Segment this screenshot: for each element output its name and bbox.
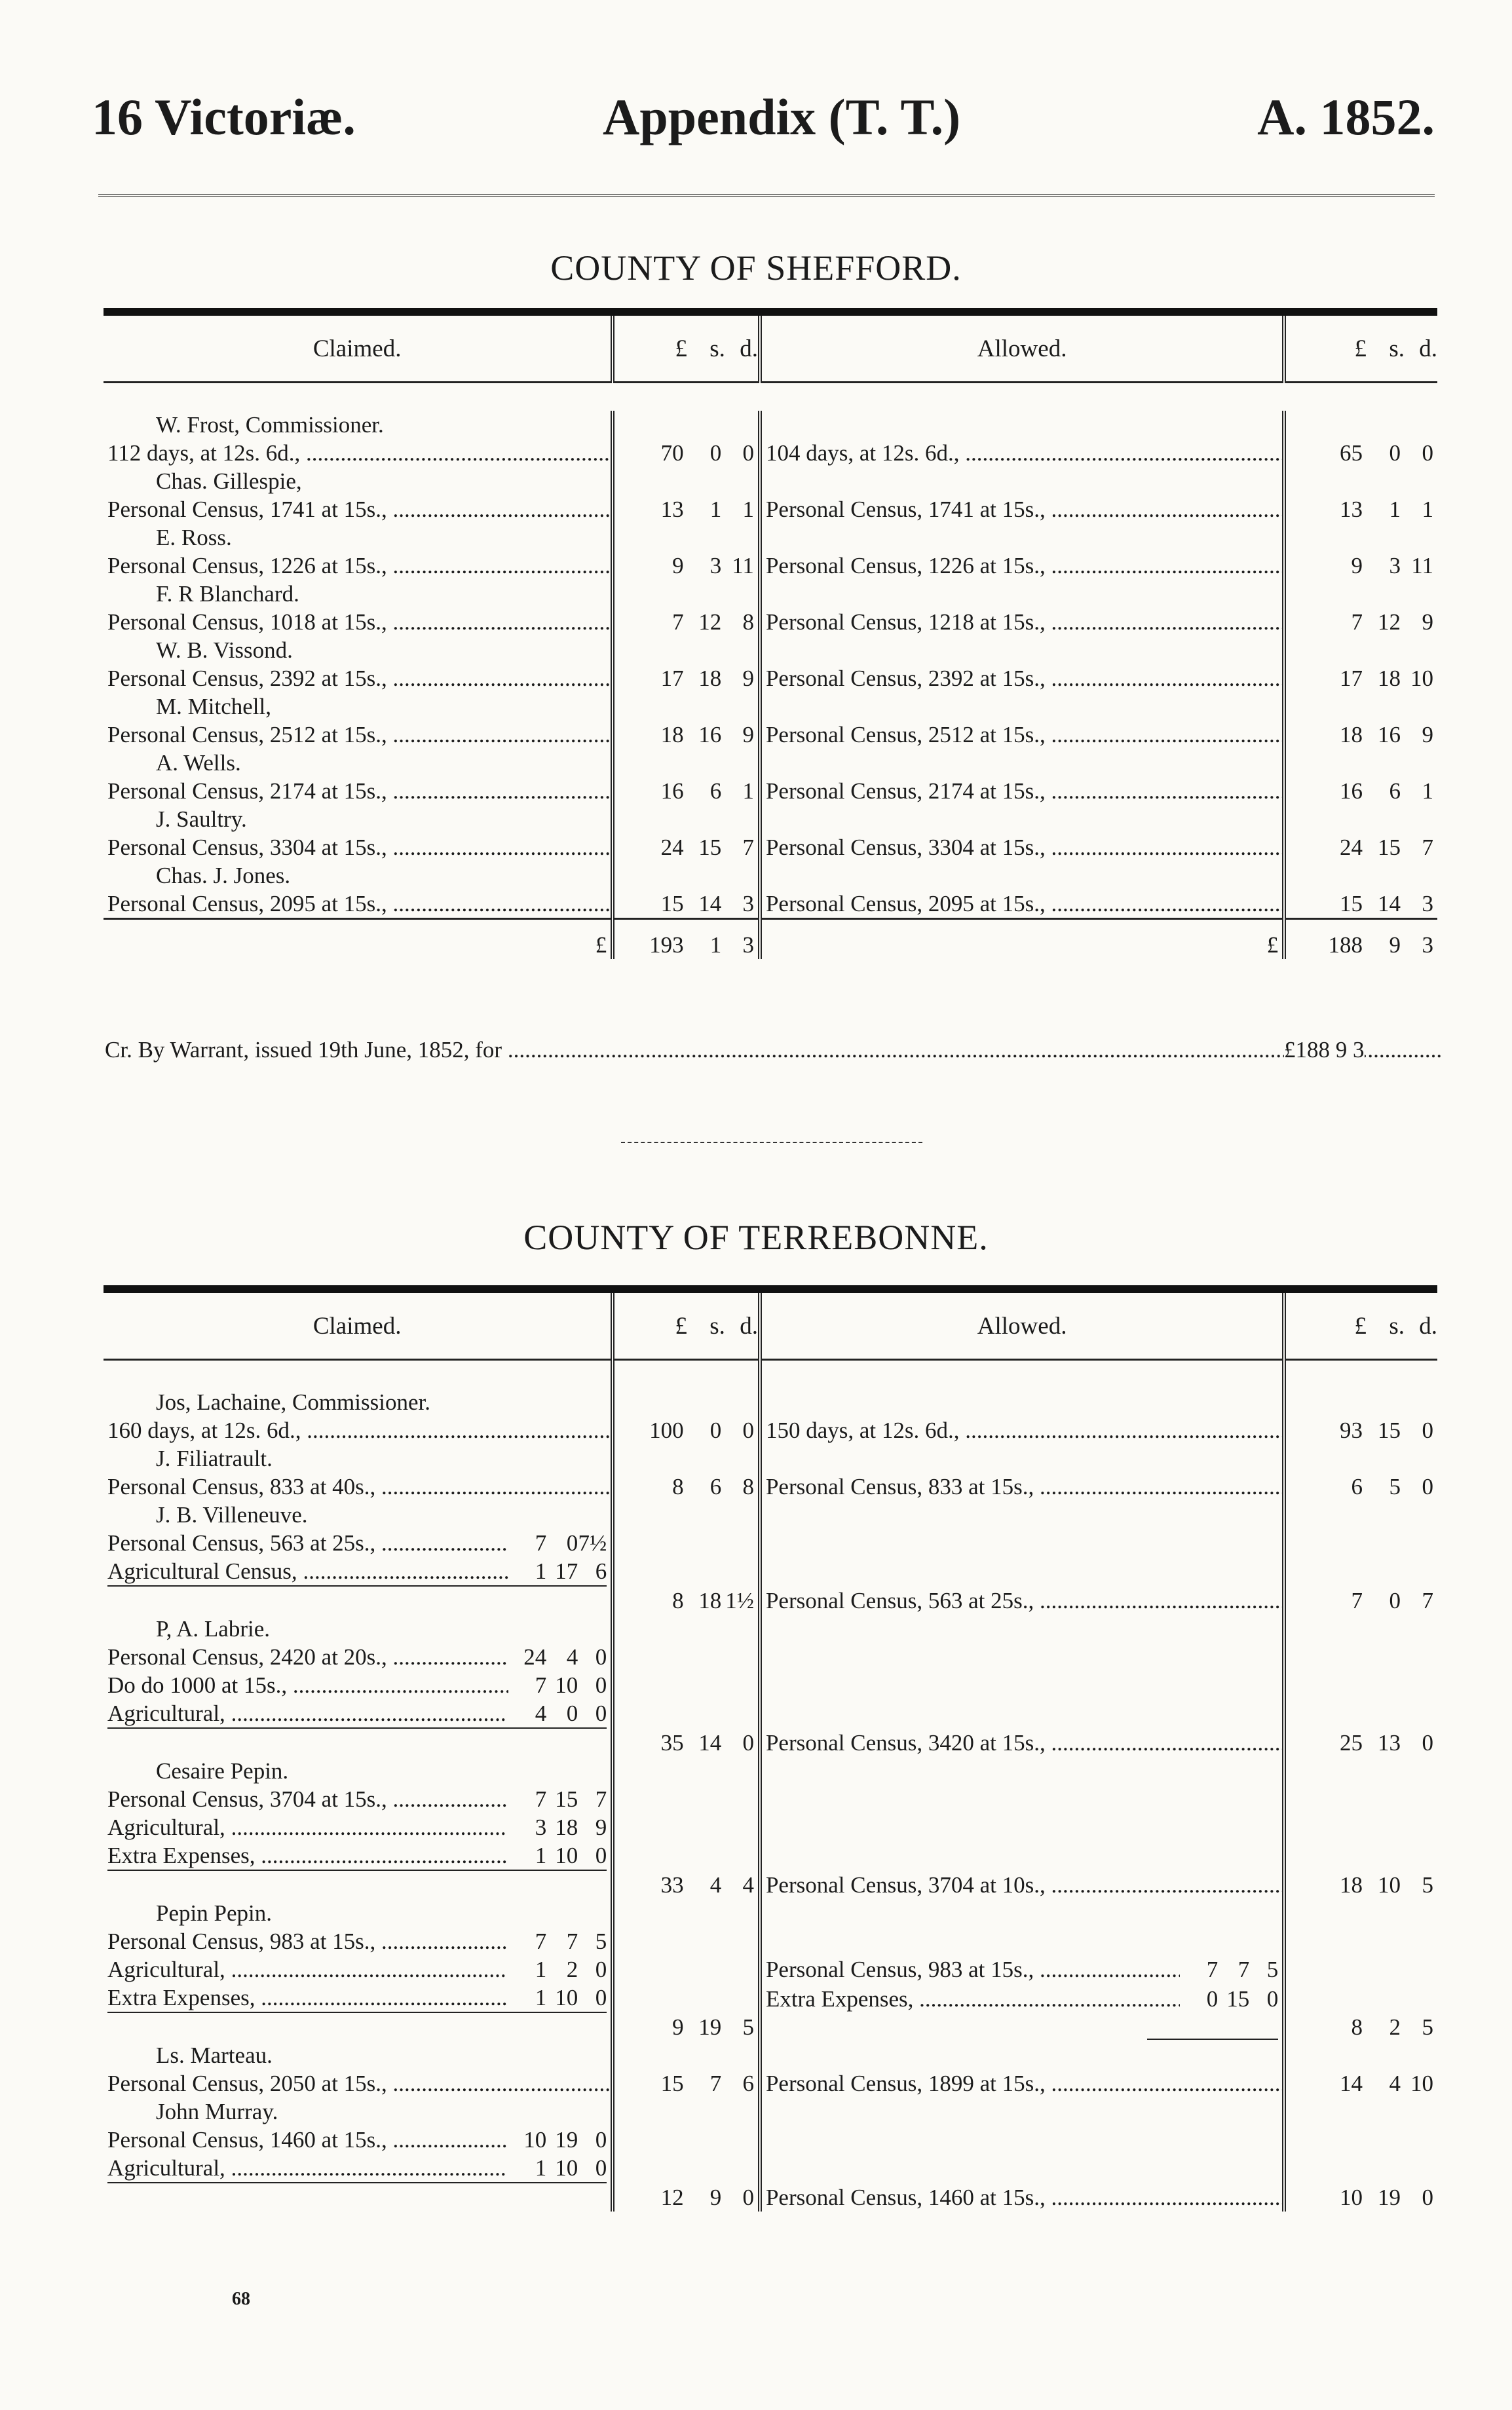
sub-item-label: Agricultural, ..... (107, 1699, 508, 1727)
allow-description (760, 2013, 1284, 2041)
sub-item-label: Personal Census, 3704 at 15s., ..... (107, 1785, 508, 1813)
allow-description: Personal Census, 1741 at 15s., ..... (760, 495, 1284, 523)
sub-item-amount: 7 15 7 (535, 1786, 607, 1812)
allow-description: Personal Census, 833 at 15s., ..... (760, 1473, 1284, 1501)
allowed-header: Allowed. (760, 312, 1284, 383)
sub-item-label: Agricultural, ..... (107, 2154, 508, 2182)
allow-description: Personal Census, 2095 at 15s., ..... (760, 890, 1284, 919)
claim-amount: 15 14 3 (613, 890, 760, 919)
allow-amount: 65 0 0 (1340, 440, 1433, 466)
page-number: 68 (232, 2289, 250, 2309)
allowed-header: Allowed. (760, 1289, 1284, 1360)
claim-amount: 18 16 9 (613, 721, 760, 749)
sub-item-label: Personal Census, 983 at 15s., ..... (107, 1927, 508, 1955)
claim-description: Personal Census, 1226 at 15s., ..... (104, 552, 613, 580)
allow-amount: 7 0 7 (1351, 1588, 1433, 1613)
warrant-text: Cr. By Warrant, issued 19th June, 1852, for (105, 1037, 502, 1063)
allow-amount: 14 4 10 (1340, 2071, 1433, 2096)
allow-amount: 15 14 3 (1340, 891, 1433, 916)
sub-item-amount: 7 7 5 (1206, 1957, 1279, 1982)
claimant-name: Chas. Gillespie, (104, 467, 613, 495)
claim-description: Personal Census, 3304 at 15s., ..... (104, 833, 613, 861)
allow-description: Personal Census, 1460 at 15s., ..... (760, 2183, 1284, 2212)
header-right: A. 1852. (1257, 88, 1435, 145)
allow-description: Personal Census, 2512 at 15s., ..... (760, 721, 1284, 749)
allow-description: Personal Census, 3420 at 15s., ..... (760, 1729, 1284, 1757)
sub-item-label: Personal Census, 2420 at 20s., ..... (107, 1643, 508, 1671)
sub-item-amount: 3 18 9 (535, 1815, 607, 1840)
sub-item-amount: 1 17 6 (535, 1558, 607, 1584)
claimant-name: J. Filiatrault. (104, 1444, 613, 1473)
sub-item-amount: 1 10 0 (535, 2155, 607, 2181)
header-rule (98, 194, 1435, 197)
table-row (104, 1587, 1437, 1615)
allow-amount: 13 1 1 (1340, 497, 1433, 522)
table-row (104, 1473, 1437, 1501)
table-row (104, 2013, 1437, 2041)
claimant-name: Cesaire Pepin. (104, 1757, 613, 1785)
allow-description: Personal Census, 2174 at 15s., ..... (760, 777, 1284, 805)
terrebonne-table (104, 1285, 1437, 2212)
table-row (104, 664, 1437, 692)
claimant-name: W. Frost, Commissioner. (104, 411, 613, 439)
claim-amount: 70 0 0 (613, 439, 760, 467)
sub-item-label: Extra Expenses, ..... (107, 1841, 508, 1870)
claimant-name: Ls. Marteau. (104, 2041, 613, 2069)
sub-item-row (104, 1927, 1437, 1955)
table-row (104, 552, 1437, 580)
sub-item-label: Extra Expenses, ..... (766, 1985, 1180, 2013)
sub-item-row (104, 1813, 1437, 1841)
sub-item-row (104, 1984, 1437, 2013)
header-left: 16 Victoriæ. (92, 88, 356, 145)
sub-item-amount: 10 19 0 (523, 2127, 607, 2153)
claim-description (104, 2183, 613, 2212)
claim-amount: 9 19 5 (613, 2013, 760, 2041)
table-row (104, 1729, 1437, 1757)
allow-amount: 93 15 0 (1340, 1418, 1433, 1443)
claimant-name: M. Mitchell, (104, 692, 613, 721)
claim-description: Personal Census, 2392 at 15s., ..... (104, 664, 613, 692)
table-row (104, 2183, 1437, 2212)
claim-amount: 7 12 8 (613, 608, 760, 636)
claim-description (104, 1587, 613, 1615)
claim-amount: 35 14 0 (613, 1729, 760, 1757)
claim-description (104, 1729, 613, 1757)
claim-description: 112 days, at 12s. 6d., ..... (104, 439, 613, 467)
claim-amount: 13 1 1 (613, 495, 760, 523)
table-row (104, 2069, 1437, 2098)
sub-item-label: Agricultural, ..... (107, 1813, 508, 1841)
section-divider (621, 1142, 922, 1143)
table-row (104, 495, 1437, 523)
allow-description: Personal Census, 3304 at 15s., ..... (760, 833, 1284, 861)
allow-amount: 18 16 9 (1340, 722, 1433, 747)
table-row (104, 890, 1437, 919)
header-center: Appendix (T. T.) (603, 88, 961, 145)
sub-item-amount: 7 10 0 (535, 1672, 607, 1698)
sub-item-label: Agricultural, ..... (107, 1955, 508, 1984)
claimant-name: Pepin Pepin. (104, 1899, 613, 1927)
sub-item-row (104, 2154, 1437, 2183)
allow-description: Personal Census, 1226 at 15s., ..... (760, 552, 1284, 580)
allowed-money-header: £ s. d. (1284, 1289, 1437, 1360)
claim-description: 160 days, at 12s. 6d., ..... (104, 1416, 613, 1444)
sub-item-row (104, 1841, 1437, 1871)
claimant-name: A. Wells. (104, 749, 613, 777)
sub-item-row (104, 1955, 1437, 1984)
spacer (104, 383, 1437, 411)
sub-item-amount: 1 2 0 (535, 1957, 607, 1982)
allow-total: 188 9 3 (1284, 919, 1437, 960)
sub-item-amount: 1 10 0 (535, 1843, 607, 1868)
allow-amount: 7 12 9 (1351, 609, 1433, 635)
sub-item-label: Personal Census, 563 at 25s., ..... (107, 1529, 508, 1557)
sub-item-amount: 4 0 0 (535, 1701, 607, 1726)
claim-amount: 15 7 6 (613, 2069, 760, 2098)
allow-description: 104 days, at 12s. 6d., ..... (760, 439, 1284, 467)
sub-item-amount: 7 0 7½ (535, 1530, 607, 1556)
claim-total-sign: £ (104, 919, 613, 960)
total-row (104, 919, 1437, 960)
allowed-money-header: £ s. d. (1284, 312, 1437, 383)
allow-amount: 8 2 5 (1351, 2014, 1433, 2040)
sub-item-label: Personal Census, 983 at 15s., ..... (766, 1955, 1180, 1984)
claim-description: Personal Census, 2174 at 15s., ..... (104, 777, 613, 805)
claim-amount: 100 0 0 (613, 1416, 760, 1444)
allow-amount: 24 15 7 (1340, 835, 1433, 860)
allow-description: Personal Census, 3704 at 10s., ..... (760, 1871, 1284, 1899)
shefford-table (104, 308, 1437, 959)
allow-description: Personal Census, 1899 at 15s., ..... (760, 2069, 1284, 2098)
allow-amount: 18 10 5 (1340, 1872, 1433, 1898)
claim-amount: 8 18 1½ (613, 1587, 760, 1615)
claimant-name: P, A. Labrie. (104, 1615, 613, 1643)
sub-item-row (104, 1785, 1437, 1813)
claimed-money-header: £ s. d. (613, 1289, 760, 1360)
allow-amount: 10 19 0 (1340, 2185, 1433, 2210)
claimant-name: J. Saultry. (104, 805, 613, 833)
allow-description: Personal Census, 2392 at 15s., ..... (760, 664, 1284, 692)
claimed-money-header: £ s. d. (613, 312, 760, 383)
sub-item-label: Personal Census, 1460 at 15s., ..... (107, 2126, 508, 2154)
claim-description: Personal Census, 1018 at 15s., ..... (104, 608, 613, 636)
claim-description: Personal Census, 1741 at 15s., ..... (104, 495, 613, 523)
sub-item-row (104, 1699, 1437, 1729)
sub-item-row (104, 1671, 1437, 1699)
sub-item-amount: 7 7 5 (535, 1929, 607, 1954)
terrebonne-title: COUNTY OF TERREBONNE. (523, 1218, 989, 1257)
sub-item-label: Extra Expenses, ..... (107, 1984, 508, 2012)
allow-amount: 25 13 0 (1340, 1730, 1433, 1756)
allow-amount: 17 18 10 (1340, 666, 1433, 691)
allow-total-sign: £ (760, 919, 1284, 960)
sub-item-amount: 1 10 0 (535, 1985, 607, 2010)
sub-item-amount: 24 4 0 (523, 1644, 607, 1670)
claim-description: Personal Census, 2050 at 15s., ..... (104, 2069, 613, 2098)
sub-item-row (104, 2126, 1437, 2154)
allow-description: 150 days, at 12s. 6d., ..... (760, 1416, 1284, 1444)
claimant-name: Chas. J. Jones. (104, 861, 613, 890)
sub-item-amount: 0 15 0 (1206, 1986, 1279, 2012)
claimed-header: Claimed. (104, 312, 613, 383)
table-row (104, 1871, 1437, 1899)
claimed-header: Claimed. (104, 1289, 613, 1360)
warrant-amount: £188 9 3 (1284, 1037, 1365, 1063)
table-row (104, 833, 1437, 861)
sub-item-row (104, 1643, 1437, 1671)
claim-description: Personal Census, 2095 at 15s., ..... (104, 890, 613, 919)
claim-total: 193 1 3 (613, 919, 760, 960)
table-row (104, 608, 1437, 636)
claim-description: Personal Census, 833 at 40s., ..... (104, 1473, 613, 1501)
claim-amount: 16 6 1 (613, 777, 760, 805)
table-row (104, 721, 1437, 749)
claim-description (104, 2013, 613, 2041)
claim-amount: 17 18 9 (613, 664, 760, 692)
table-row (104, 1416, 1437, 1444)
shefford-title: COUNTY OF SHEFFORD. (550, 248, 962, 288)
table-row (104, 777, 1437, 805)
claimant-name: John Murray. (104, 2098, 613, 2126)
claimant-name: J. B. Villeneuve. (104, 1501, 613, 1529)
claimant-name: E. Ross. (104, 523, 613, 552)
warrant-line (105, 1037, 1441, 1063)
claimant-name: F. R Blanchard. (104, 580, 613, 608)
sub-item-label: Agricultural Census, ..... (107, 1557, 508, 1585)
claim-amount: 12 9 0 (613, 2183, 760, 2212)
claim-amount: 8 6 8 (613, 1473, 760, 1501)
sub-item-label: Do do 1000 at 15s., ..... (107, 1671, 508, 1699)
sub-item-row (104, 1529, 1437, 1557)
allow-amount: 6 5 0 (1351, 1474, 1433, 1499)
claimant-name: Jos, Lachaine, Commissioner. (104, 1388, 613, 1416)
allow-description: Personal Census, 563 at 25s., ..... (760, 1587, 1284, 1615)
claim-description (104, 1871, 613, 1899)
claim-description: Personal Census, 2512 at 15s., ..... (104, 721, 613, 749)
sub-item-row (104, 1557, 1437, 1587)
claimant-name: W. B. Vissond. (104, 636, 613, 664)
table-row (104, 439, 1437, 467)
claim-amount: 9 3 11 (613, 552, 760, 580)
claim-amount: 24 15 7 (613, 833, 760, 861)
allow-description: Personal Census, 1218 at 15s., ..... (760, 608, 1284, 636)
claim-amount: 33 4 4 (613, 1871, 760, 1899)
allow-amount: 9 3 11 (1351, 553, 1433, 578)
allow-amount: 16 6 1 (1340, 778, 1433, 804)
